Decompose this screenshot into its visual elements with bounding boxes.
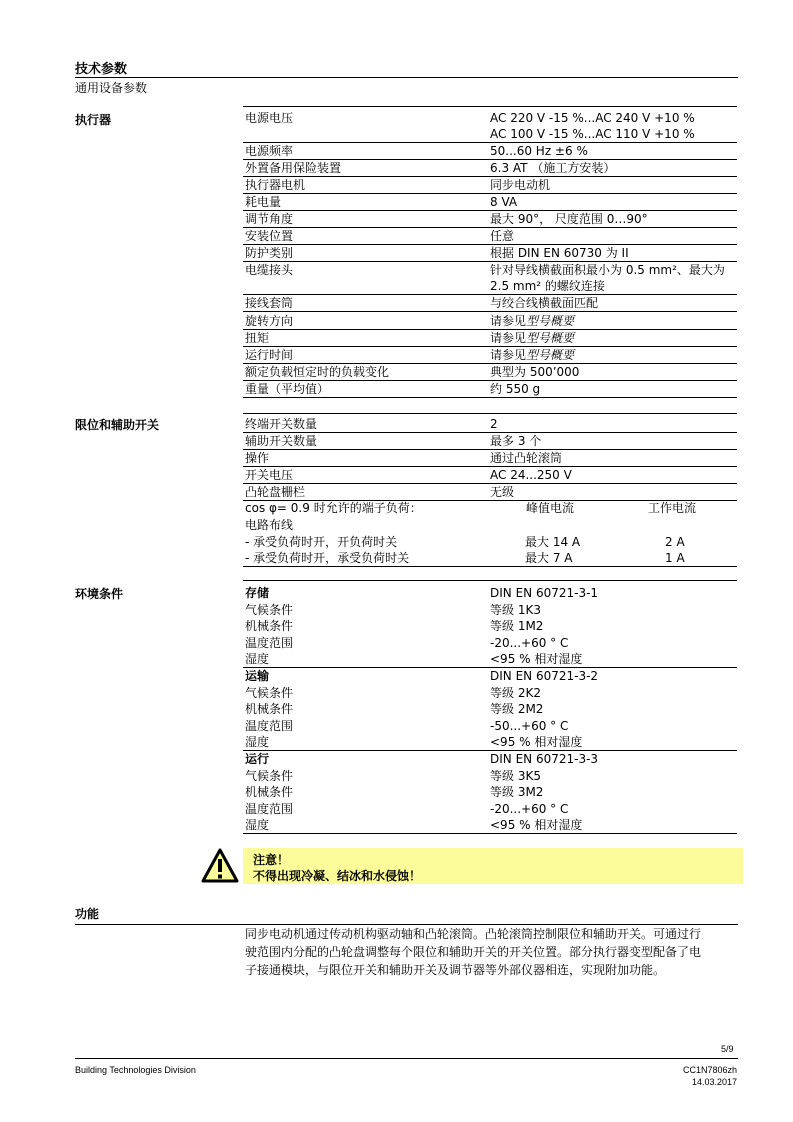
env-row: [243, 635, 737, 651]
spec-value: [490, 278, 605, 294]
spec-value-link: 型号概要: [526, 348, 575, 362]
env-group-name: 存储: [245, 586, 270, 600]
spec-key: 开关电压: [245, 468, 294, 482]
env-key: 湿度: [245, 735, 270, 750]
spec-key: 旋转方向: [245, 314, 294, 328]
spec-value: [490, 143, 588, 159]
load-key: - 承受负荷时开，开负荷时关: [245, 535, 398, 549]
actuator-top-rule: [243, 106, 737, 107]
spec-value-text: 请参见: [490, 331, 527, 345]
spec-value: [490, 262, 725, 278]
env-row: [243, 734, 737, 751]
spec-row: [243, 313, 737, 330]
spec-key: 外置备用保险装置: [245, 161, 342, 175]
env-value: <95 % 相对湿度: [490, 818, 583, 833]
spec-key: 辅助开关数量: [245, 434, 318, 448]
spec-key: 电源频率: [245, 144, 294, 158]
spec-key: 执行器电机: [245, 178, 306, 192]
spec-value-text: 2.5 mm² 的螺纹连接: [490, 279, 605, 293]
spec-value: 无级: [490, 485, 515, 499]
spec-key: 安装位置: [245, 229, 294, 243]
env-group-standard: DIN EN 60721-3-2: [490, 669, 599, 683]
env-value: 等级 1M2: [490, 619, 544, 634]
env-row: [243, 784, 737, 800]
load-title: cos φ= 0.9 时允许的端子负荷：: [245, 501, 422, 515]
env-row: [243, 817, 737, 834]
env-group-name: 运输: [245, 669, 270, 683]
spec-row: [243, 330, 737, 347]
spec-row: [243, 433, 737, 450]
spec-key: 操作: [245, 451, 270, 465]
spec-key: 额定负载恒定时的负载变化: [245, 365, 390, 379]
spec-row: [243, 126, 737, 143]
spec-key: 重量（平均值）: [245, 382, 330, 396]
env-value: 等级 3K5: [490, 768, 541, 783]
spec-value: [490, 160, 615, 176]
spec-value-link: 型号概要: [526, 331, 575, 345]
footer-rule: [75, 1058, 738, 1059]
spec-key: 凸轮盘栅栏: [245, 485, 306, 499]
spec-row: [243, 416, 737, 433]
spec-value: 2: [490, 417, 498, 431]
spec-row: [243, 194, 737, 211]
load-row: [243, 534, 737, 550]
spec-value: [490, 381, 540, 397]
spec-key: 调节角度: [245, 212, 294, 226]
env-key: 温度范围: [245, 718, 294, 733]
spec-value-text: 同步电动机: [490, 178, 551, 192]
spec-value-text: 50...60 Hz ±6 %: [490, 144, 588, 158]
spec-value: [490, 110, 695, 126]
env-row: [243, 801, 737, 817]
spec-row: [243, 364, 737, 381]
wiring-row: [243, 517, 737, 533]
spec-value-text: 请参见: [490, 314, 527, 328]
spec-key: 终端开关数量: [245, 417, 318, 431]
spec-row: [243, 160, 737, 177]
env-key: 温度范围: [245, 635, 294, 650]
env-row: [243, 701, 737, 717]
spec-value: [490, 313, 574, 329]
spec-value-text: 与绞合线横截面匹配: [490, 296, 599, 310]
page-title: 技术参数: [75, 62, 128, 77]
col-peak-label: 峰值电流: [526, 501, 575, 515]
load-row: [243, 550, 737, 567]
function-line: 子接通模块，与限位开关和辅助开关及调节器等外部仪器相连，实现附加功能。: [245, 963, 666, 977]
spec-row: [243, 484, 737, 501]
spec-row: [243, 143, 737, 160]
env-value: -20...+60 ° C: [490, 635, 569, 650]
env-key: 气候条件: [245, 685, 294, 700]
spec-value: [490, 177, 550, 193]
env-row: [243, 651, 737, 668]
load-peak: 最大 7 A: [525, 551, 573, 565]
spec-value-text: 请参见: [490, 348, 527, 362]
warning-title: 注意！: [253, 853, 290, 867]
env-key: 气候条件: [245, 768, 294, 783]
env-value: 等级 3M2: [490, 785, 544, 800]
spec-value: [490, 330, 574, 346]
env-row: [243, 602, 737, 618]
env-group-row: [243, 585, 737, 601]
spec-row: [243, 381, 737, 398]
spec-value: [490, 126, 695, 142]
spec-key: 防护类别: [245, 246, 294, 260]
function-line: 驶范围内分配的凸轮盘调整每个限位和辅助开关的开关位置。部分执行器变型配备了电: [245, 945, 702, 959]
spec-value-link: 型号概要: [526, 314, 575, 328]
warning-text: 不得出现冷凝、结冰和水侵蚀！: [253, 869, 422, 883]
env-key: 气候条件: [245, 602, 294, 617]
footer-division: Building Technologies Division: [75, 1065, 196, 1075]
function-line: 同步电动机通过传动机构驱动轴和凸轮滚筒。凸轮滚筒控制限位和辅助开关。可通过行: [245, 927, 702, 941]
spec-value: [490, 364, 579, 380]
spec-key: 耗电量: [245, 195, 282, 209]
spec-row: [243, 211, 737, 228]
page-subtitle: 通用设备参数: [75, 81, 148, 95]
spec-value-text: 约 550 g: [490, 382, 541, 396]
env-value: 等级 1K3: [490, 602, 541, 617]
warning-box: [243, 848, 743, 884]
spec-row: [243, 347, 737, 364]
env-value: 等级 2K2: [490, 685, 541, 700]
env-key: 湿度: [245, 818, 270, 833]
env-value: <95 % 相对湿度: [490, 735, 583, 750]
warning-triangle-icon: [201, 848, 239, 884]
spec-value-text: 根据 DIN EN 60730 为 II: [490, 246, 629, 260]
spec-value-text: 典型为 500’000: [490, 365, 580, 379]
spec-key: 接线套筒: [245, 296, 294, 310]
load-work: 2 A: [665, 535, 685, 549]
load-header-row: [243, 500, 737, 516]
env-top-rule: [243, 580, 737, 581]
spec-value-text: 针对导线横截面积最小为 0.5 mm²、最大为: [490, 263, 725, 277]
env-group-standard: DIN EN 60721-3-1: [490, 586, 599, 600]
env-group-standard: DIN EN 60721-3-3: [490, 752, 599, 766]
spec-value-text: AC 220 V -15 %...AC 240 V +10 %: [490, 111, 695, 125]
section-label-function: 功能: [75, 907, 100, 921]
col-work-label: 工作电流: [648, 501, 697, 515]
env-value: -50...+60 ° C: [490, 718, 569, 733]
spec-row: [243, 110, 737, 126]
env-row: [243, 618, 737, 634]
spec-row: [243, 245, 737, 262]
spec-value: [490, 228, 514, 244]
spec-value-text: 最大 90°， 尺度范围 0…90°: [490, 212, 648, 226]
env-row: [243, 718, 737, 734]
spec-value-text: 任意: [490, 229, 515, 243]
wiring-label: 电路布线: [245, 518, 294, 532]
spec-key: 电缆接头: [245, 263, 294, 277]
spec-row: [243, 450, 737, 467]
limit-top-rule: [243, 413, 737, 414]
spec-value-text: AC 100 V -15 %...AC 110 V +10 %: [490, 127, 695, 141]
load-key: - 承受负荷时开，承受负荷时关: [245, 551, 410, 565]
spec-value: 最多 3 个: [490, 434, 542, 448]
env-row: [243, 685, 737, 701]
spec-key: 运行时间: [245, 348, 294, 362]
spec-value-text: 8 VA: [490, 195, 518, 209]
env-key: 机械条件: [245, 702, 294, 717]
env-row: [243, 768, 737, 784]
footer-date: 14.03.2017: [691, 1077, 737, 1087]
spec-row: [243, 228, 737, 245]
env-key: 机械条件: [245, 785, 294, 800]
env-value: 等级 2M2: [490, 702, 544, 717]
page-number: 5/9: [721, 1044, 734, 1054]
section-label-env: 环境条件: [75, 587, 124, 601]
load-work: 1 A: [665, 551, 685, 565]
spec-value: [490, 211, 648, 227]
env-group-name: 运行: [245, 752, 270, 766]
spec-row: [243, 295, 737, 312]
spec-row: [243, 177, 737, 194]
spec-value: [490, 347, 574, 363]
spec-row: [243, 262, 737, 278]
env-group-row: [243, 668, 737, 684]
spec-value: 通过凸轮滚筒: [490, 451, 563, 465]
env-key: 湿度: [245, 652, 270, 667]
title-rule: [75, 77, 738, 78]
spec-value: [490, 194, 517, 210]
spec-row: [243, 467, 737, 484]
footer-doc-id: CC1N7806zh: [682, 1065, 737, 1075]
spec-row: [243, 278, 737, 295]
load-peak: 最大 14 A: [525, 535, 581, 549]
env-key: 温度范围: [245, 801, 294, 816]
spec-key: 扭矩: [245, 331, 270, 345]
function-paragraph: [245, 925, 735, 979]
env-group-row: [243, 751, 737, 767]
spec-value-text: 6.3 AT （施工方安装）: [490, 161, 616, 175]
env-value: <95 % 相对湿度: [490, 652, 583, 667]
spec-key: 电源电压: [245, 111, 294, 125]
spec-value: AC 24...250 V: [490, 468, 572, 482]
spec-value: [490, 245, 629, 261]
section-label-limit: 限位和辅助开关: [75, 418, 160, 432]
env-key: 机械条件: [245, 619, 294, 634]
section-label-actuator: 执行器: [75, 113, 112, 127]
env-value: -20...+60 ° C: [490, 801, 569, 816]
spec-value: [490, 295, 598, 311]
